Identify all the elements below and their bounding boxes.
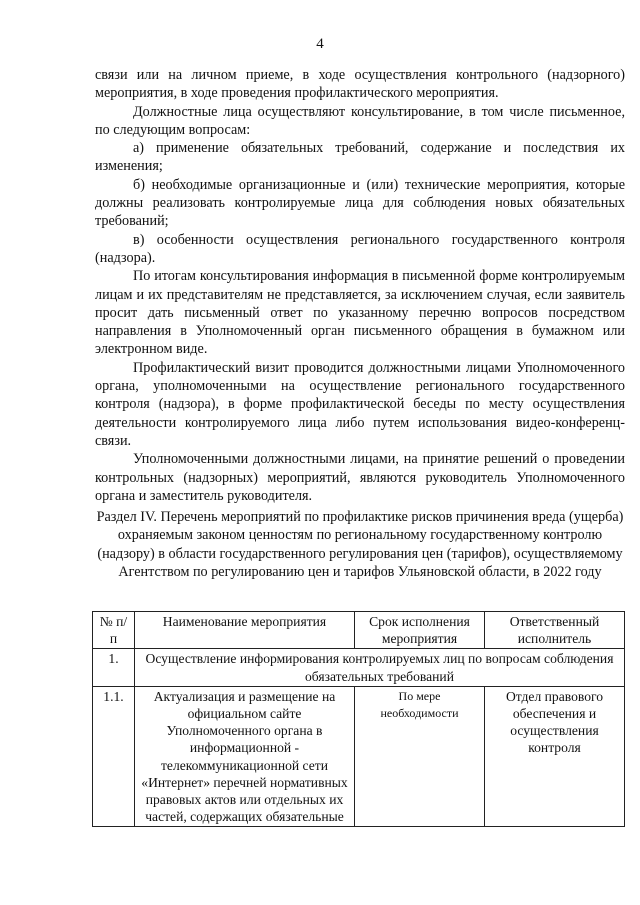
list-item-b: б) необходимые организационные и (или) технические мероприятия, которые должны реализовать контролируемые лица для соблюдения новых обязательных требований; (95, 176, 625, 230)
header-name: Наименование мероприятия (135, 612, 355, 649)
group-title: Осуществление информирования контролируемых лиц по вопросам соблюдения обязательных требований (135, 649, 625, 686)
header-num: № п/п (93, 612, 135, 649)
row-name: Актуализация и размещение на официальном сайте Уполномоченного органа в информационной - телекоммуникационной сети «Интернет» перечней нормативных правовых актов или отдельных их частей, содержащих обязательные (135, 686, 355, 827)
row-num: 1.1. (93, 686, 135, 827)
row-responsible: Отдел правового обеспечения и осуществления контроля (485, 686, 625, 827)
table-row (93, 686, 625, 827)
row-term: По мере необходимости (355, 686, 485, 827)
paragraph: связи или на личном приеме, в ходе осуществления контрольного (надзорного) мероприятия, в ходе проведения профилактического мероприятия. (95, 67, 625, 102)
page-number: 4 (316, 36, 324, 52)
list-item-a: а) применение обязательных требований, содержание и последствия их изменения; (95, 140, 625, 175)
body-text (95, 66, 625, 505)
paragraph: По итогам консультирования информация в письменной форме контролируемым лицам и их представителям не представляется, за исключением случая, если заявитель просит дать письменный ответ по указанному перечню вопросов посредством направления в Уполномоченный орган письменного обращения в бумажном или электронном виде. (95, 268, 625, 358)
table-header-row (93, 612, 625, 649)
paragraph: Профилактический визит проводится должностными лицами Уполномоченного органа, уполномоченными на осуществление регионального государственного контроля (надзора), в форме профилактической беседы по месту осуществления деятельности контролируемого лица либо путем использования видео-конференц-связи. (95, 359, 625, 449)
paragraph: Уполномоченными должностными лицами, на принятие решений о проведении контрольных (надзорных) мероприятий, являются руководитель Уполномоченного органа и заместитель руководителя. (95, 451, 625, 504)
paragraph: Должностные лица осуществляют консультирование, в том числе письменное, по следующим вопросам: (95, 103, 625, 138)
list-item-c: в) особенности осуществления регионального государственного контроля (надзора). (95, 231, 625, 266)
group-num: 1. (93, 649, 135, 686)
table-group-row (93, 649, 625, 686)
section-heading: Раздел IV. Перечень мероприятий по профилактике рисков причинения вреда (ущерба) охраняемым законом ценностям по региональному государственному контролю (надзору) в области государственного регулирования цен (тарифов), осуществляемому Агентством по регулированию цен и тарифов Ульяновской области, в 2022 году (96, 509, 624, 580)
measures-table (92, 611, 625, 827)
header-responsible: Ответственный исполнитель (485, 612, 625, 649)
header-term: Срок исполнения мероприятия (355, 612, 485, 649)
